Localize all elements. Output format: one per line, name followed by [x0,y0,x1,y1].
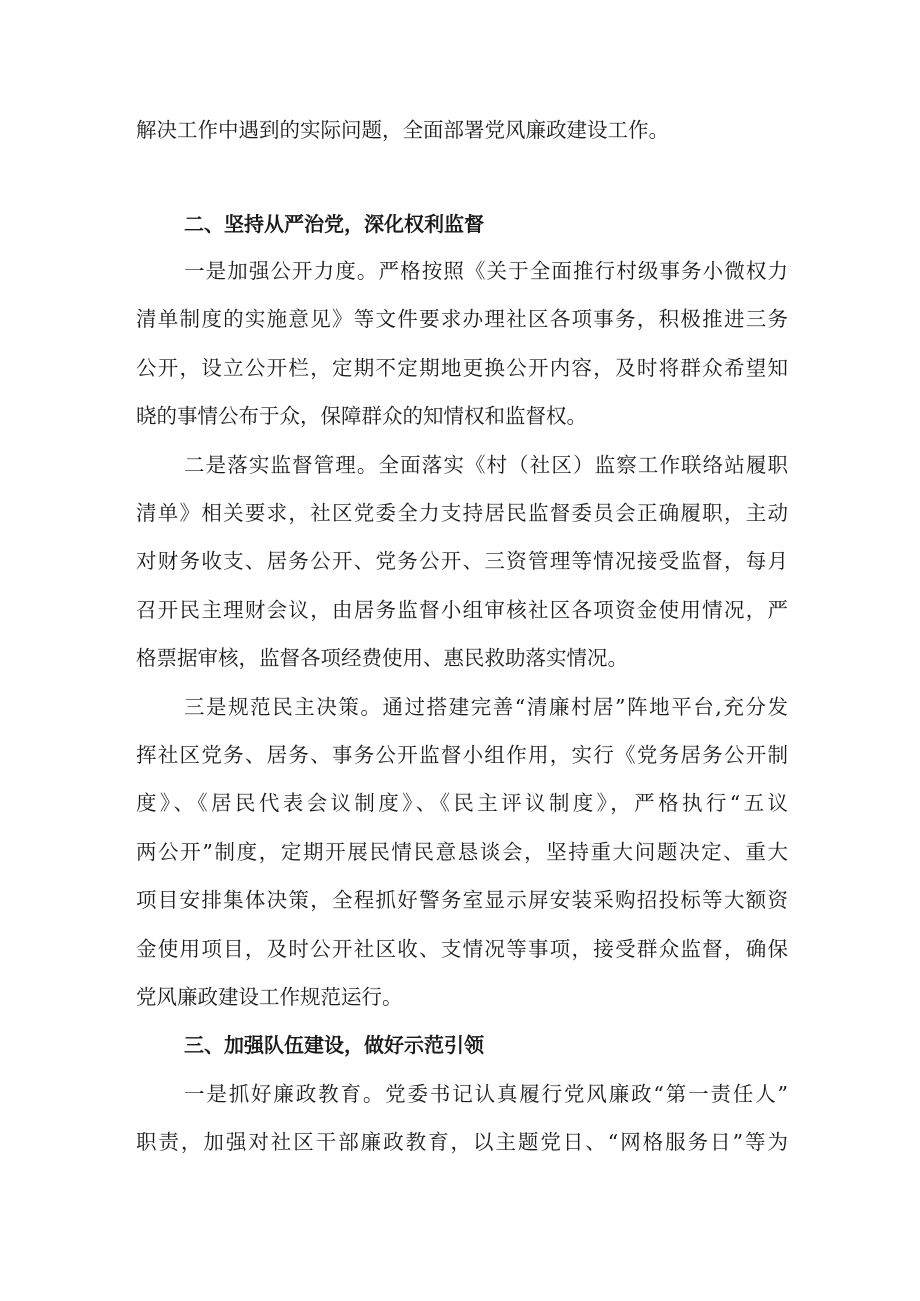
paragraph-line: 解决工作中遇到的实际问题，全面部署党风廉政建设工作。 [136,118,669,142]
paragraph-line: 清单制度的实施意见》等文件要求办理社区各项事务，积极推进三务 [136,307,788,331]
paragraph-line: 三是规范民主决策。通过搭建完善“清廉村居”阵地平台,充分发 [184,695,788,719]
paragraph-line: 职责，加强对社区干部廉政教育，以主题党日、“网格服务日”等为 [136,1130,788,1154]
section-heading-3: 三、加强队伍建设，做好示范引领 [184,1033,484,1057]
paragraph-line: 清单》相关要求，社区党委全力支持居民监督委员会正确履职，主动 [136,501,788,525]
paragraph-line: 两公开”制度，定期开展民情民意恳谈会，坚持重大问题决定、重大 [136,840,788,864]
paragraph-line: 二是落实监督管理。全面落实《村（社区）监察工作联络站履职 [184,453,788,477]
paragraph-line: 格票据审核，监督各项经费使用、惠民救助落实情况。 [136,646,628,670]
paragraph-line: 晓的事情公布于众，保障群众的知情权和监督权。 [136,404,587,428]
paragraph-line: 项目安排集体决策，全程抓好警务室显示屏安装采购招投标等大额资 [136,888,788,912]
paragraph-line: 党风廉政建设工作规范运行。 [136,985,403,1009]
section-heading-2: 二、坚持从严治党，深化权利监督 [184,212,484,236]
paragraph-line: 金使用项目，及时公开社区收、支情况等事项，接受群众监督，确保 [136,937,788,961]
paragraph-line: 度》、《居民代表会议制度》、《民主评议制度》，严格执行“五议 [136,791,788,815]
paragraph-line: 召开民主理财会议，由居务监督小组审核社区各项资金使用情况，严 [136,598,788,622]
paragraph-line: 一是加强公开力度。严格按照《关于全面推行村级事务小微权力 [184,259,788,283]
paragraph-line: 对财务收支、居务公开、党务公开、三资管理等情况接受监督，每月 [136,549,788,573]
paragraph-line: 挥社区党务、居务、事务公开监督小组作用，实行《党务居务公开制 [136,743,788,767]
paragraph-line: 公开，设立公开栏，定期不定期地更换公开内容，及时将群众希望知 [136,356,788,380]
paragraph-line: 一是抓好廉政教育。党委书记认真履行党风廉政“第一责任人” [184,1082,788,1106]
